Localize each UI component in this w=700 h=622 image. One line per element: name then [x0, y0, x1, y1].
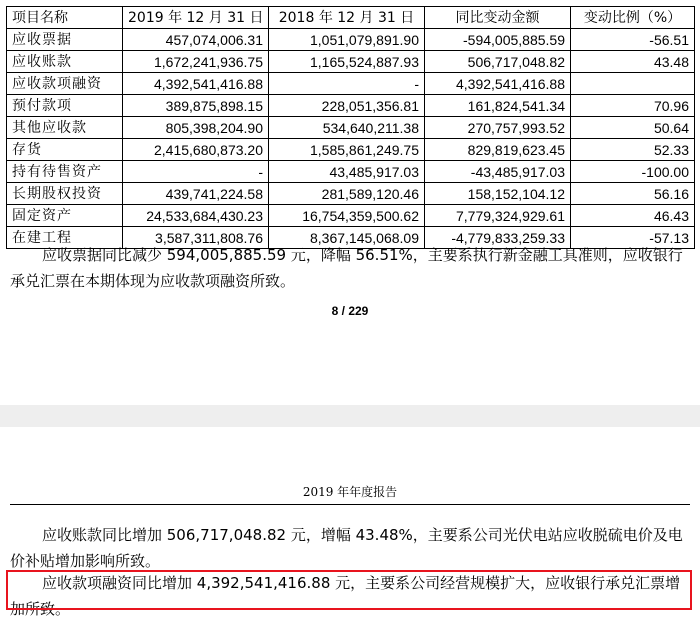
table-row — [7, 95, 695, 117]
row-label: 长期股权投资 — [7, 183, 123, 205]
balance-sheet-change-table — [6, 6, 695, 249]
cell-2018: 228,051,356.81 — [269, 95, 425, 117]
table-row — [7, 183, 695, 205]
cell-change: -594,005,885.59 — [425, 29, 571, 51]
page-number: 8 / 229 — [331, 304, 369, 318]
cell-2018: 1,585,861,249.75 — [269, 139, 425, 161]
header-divider — [10, 504, 690, 505]
cell-ratio: 70.96 — [571, 95, 695, 117]
row-label: 持有待售资产 — [7, 161, 123, 183]
cell-ratio: -100.00 — [571, 161, 695, 183]
row-label: 应收款项融资 — [7, 73, 123, 95]
row-label: 在建工程 — [7, 227, 123, 249]
row-label: 预付款项 — [7, 95, 123, 117]
paragraph-receivables-financing: 应收款项融资同比增加 4,392,541,416.88 元，主要系公司经营规模扩大，应收银行承兑汇票增加所致。 — [10, 574, 681, 618]
table-row — [7, 205, 695, 227]
cell-2019: 24,533,684,430.23 — [123, 205, 269, 227]
table-row — [7, 29, 695, 51]
header-2019: 2019 年 12 月 31 日 — [123, 7, 269, 29]
cell-ratio: 50.64 — [571, 117, 695, 139]
cell-2018: 16,754,359,500.62 — [269, 205, 425, 227]
cell-change: 506,717,048.82 — [425, 51, 571, 73]
cell-2019: - — [123, 161, 269, 183]
row-label: 应收票据 — [7, 29, 123, 51]
table-row — [7, 117, 695, 139]
cell-2019: 4,392,541,416.88 — [123, 73, 269, 95]
cell-2018: 43,485,917.03 — [269, 161, 425, 183]
cell-2018: - — [269, 73, 425, 95]
cell-ratio: 43.48 — [571, 51, 695, 73]
report-header-title: 2019 年年度报告 — [302, 485, 398, 499]
cell-2019: 3,587,311,808.76 — [123, 227, 269, 249]
cell-ratio: -57.13 — [571, 227, 695, 249]
row-label: 其他应收款 — [7, 117, 123, 139]
cell-change: 158,152,104.12 — [425, 183, 571, 205]
header-2018: 2018 年 12 月 31 日 — [269, 7, 425, 29]
cell-2018: 1,165,524,887.93 — [269, 51, 425, 73]
cell-change: 7,779,324,929.61 — [425, 205, 571, 227]
cell-2018: 281,589,120.46 — [269, 183, 425, 205]
cell-2019: 2,415,680,873.20 — [123, 139, 269, 161]
header-change-ratio: 变动比例（%） — [571, 7, 695, 29]
cell-2018: 1,051,079,891.90 — [269, 29, 425, 51]
table-row — [7, 51, 695, 73]
cell-ratio: -56.51 — [571, 29, 695, 51]
cell-2018: 534,640,211.38 — [269, 117, 425, 139]
cell-ratio: 56.16 — [571, 183, 695, 205]
cell-2019: 805,398,204.90 — [123, 117, 269, 139]
row-label: 应收账款 — [7, 51, 123, 73]
header-change-amount: 同比变动金额 — [425, 7, 571, 29]
cell-ratio: 52.33 — [571, 139, 695, 161]
header-item-name: 项目名称 — [7, 7, 123, 29]
table-row — [7, 139, 695, 161]
table-row — [7, 73, 695, 95]
cell-change: -4,779,833,259.33 — [425, 227, 571, 249]
paragraph-accounts-receivable: 应收账款同比增加 506,717,048.82 元，增幅 43.48%，主要系公司光伏电站应收脱硫电价及电价补贴增加影响所致。 — [10, 526, 683, 570]
cell-2019: 1,672,241,936.75 — [123, 51, 269, 73]
cell-change: 4,392,541,416.88 — [425, 73, 571, 95]
row-label: 存货 — [7, 139, 123, 161]
paragraph-notes-receivable: 应收票据同比减少 594,005,885.59 元，降幅 56.51%，主要系执行新金融工具准则，应收银行承兑汇票在本期体现为应收款项融资所致。 — [10, 246, 683, 290]
row-label: 固定资产 — [7, 205, 123, 227]
cell-2019: 439,741,224.58 — [123, 183, 269, 205]
cell-ratio — [571, 73, 695, 95]
cell-2019: 389,875,898.15 — [123, 95, 269, 117]
cell-ratio: 46.43 — [571, 205, 695, 227]
page-separator — [0, 405, 700, 427]
cell-change: 829,819,623.45 — [425, 139, 571, 161]
cell-2019: 457,074,006.31 — [123, 29, 269, 51]
cell-2018: 8,367,145,068.09 — [269, 227, 425, 249]
cell-change: -43,485,917.03 — [425, 161, 571, 183]
cell-change: 270,757,993.52 — [425, 117, 571, 139]
table-header-row — [7, 7, 695, 29]
table-row — [7, 161, 695, 183]
cell-change: 161,824,541.34 — [425, 95, 571, 117]
